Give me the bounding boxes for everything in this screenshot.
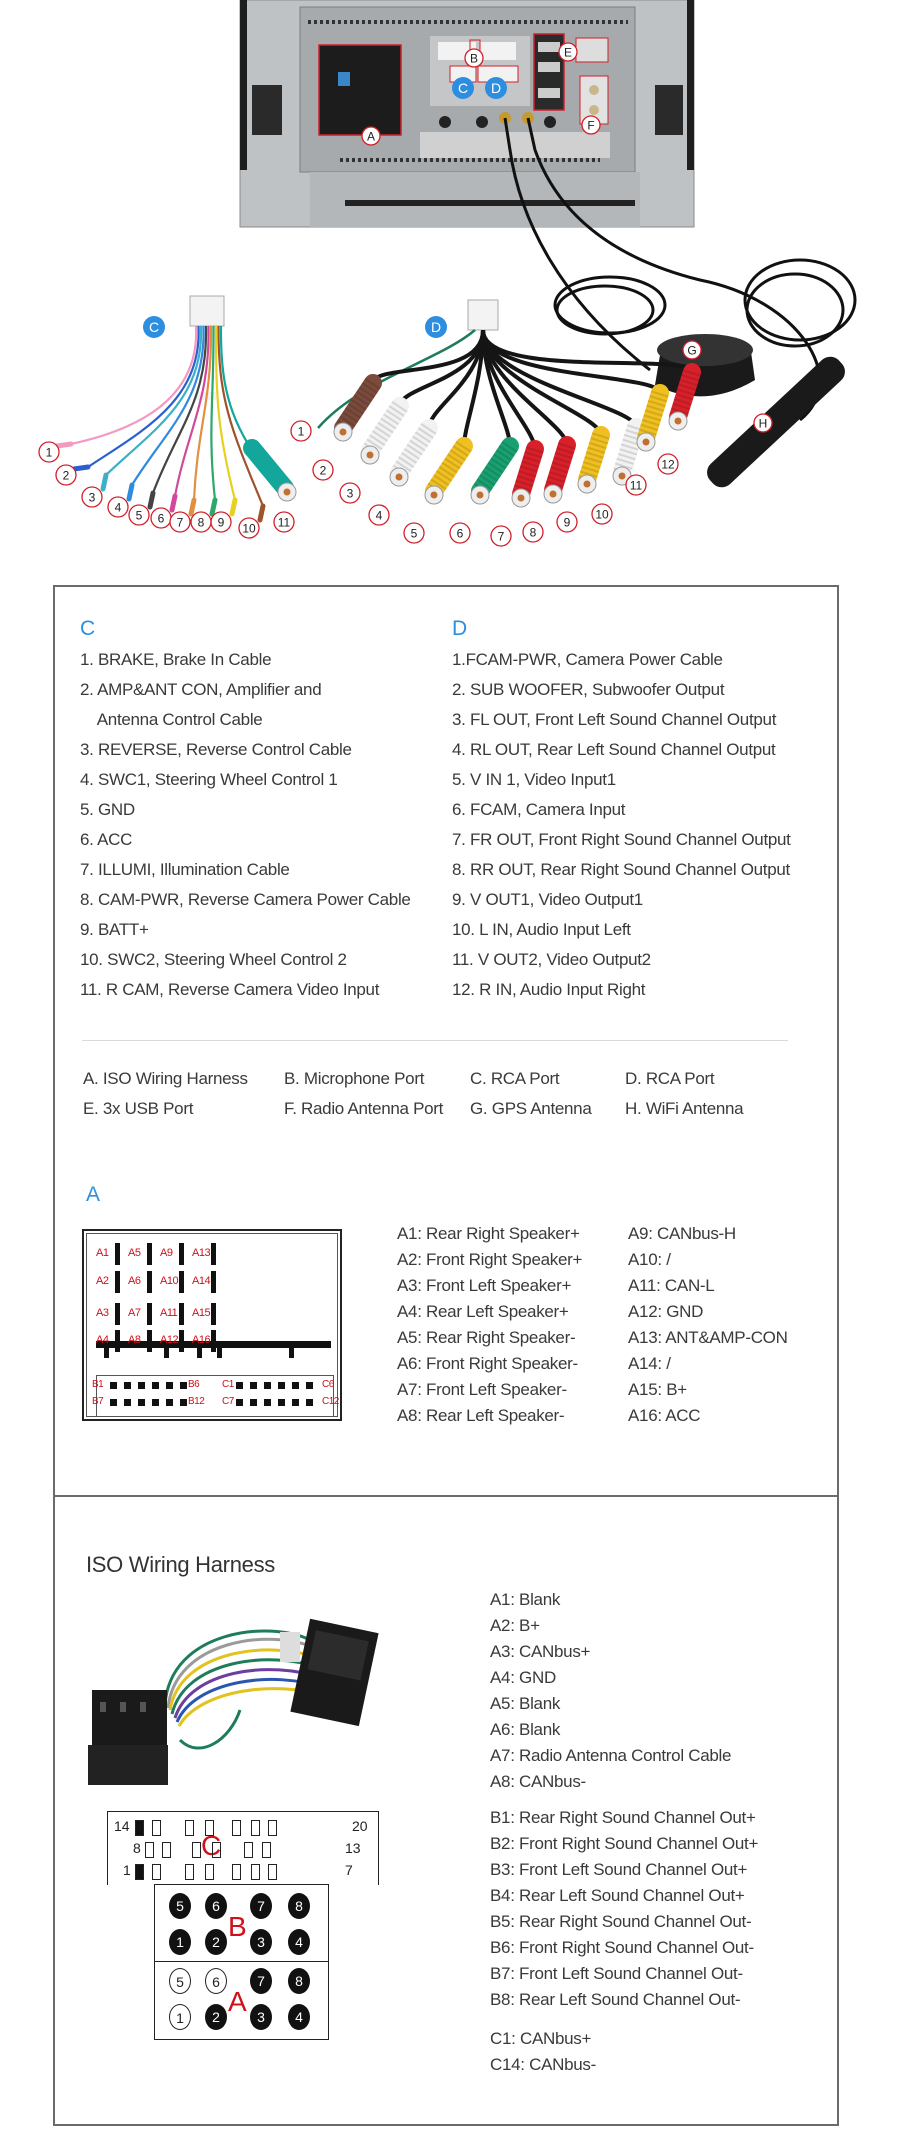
harness-d-callout xyxy=(626,475,646,495)
pin-description: A8: Rear Left Speaker- xyxy=(397,1406,565,1425)
pin-contact xyxy=(306,1382,313,1389)
c-cable-item: Antenna Control Cable xyxy=(80,710,263,729)
row-pin-label: B6 xyxy=(188,1379,200,1390)
harness-d-callout xyxy=(291,421,311,441)
pin-contact xyxy=(138,1382,145,1389)
svg-text:7: 7 xyxy=(176,515,184,530)
pin-number: 8 xyxy=(133,1840,141,1856)
pin-slot xyxy=(185,1820,194,1836)
c-cable-item: 10. SWC2, Steering Wheel Control 2 xyxy=(80,950,347,969)
pin-label: A1 xyxy=(96,1247,109,1259)
pin-contact xyxy=(115,1330,120,1352)
pin-slot xyxy=(268,1864,277,1880)
pin-description: A4: Rear Left Speaker+ xyxy=(397,1302,569,1321)
pin-slot xyxy=(232,1820,241,1836)
pin-b_block: 5 xyxy=(169,1893,191,1919)
pin-slot xyxy=(268,1820,277,1836)
pin-slot xyxy=(262,1842,271,1858)
connector-tab xyxy=(217,1346,222,1358)
pin-description: A10: / xyxy=(628,1250,671,1269)
pin-description: A9: CANbus-H xyxy=(628,1224,736,1243)
iso-harness-photo xyxy=(80,1610,420,1790)
svg-text:F: F xyxy=(587,118,595,133)
iso-pinout-heading: A xyxy=(86,1183,101,1206)
pin-contact xyxy=(115,1303,120,1325)
svg-text:2: 2 xyxy=(62,468,70,483)
harness-d-callout xyxy=(592,504,612,524)
c-cable-item: 4. SWC1, Steering Wheel Control 1 xyxy=(80,770,338,789)
pin-slot xyxy=(185,1864,194,1880)
pin-description: A11: CAN-L xyxy=(628,1276,715,1295)
pin-contact xyxy=(147,1271,152,1293)
harness-a-pin-item: A7: Radio Antenna Control Cable xyxy=(490,1746,732,1765)
port-label-f xyxy=(582,116,600,134)
c-cable-item: 5. GND xyxy=(80,800,135,819)
pin-a_block: 1 xyxy=(169,2004,191,2030)
harness-d-callout xyxy=(340,483,360,503)
pin-label: A16 xyxy=(192,1334,211,1346)
pin-contact xyxy=(124,1399,131,1406)
harness-c-callout xyxy=(129,505,149,525)
pin-slot xyxy=(251,1864,260,1880)
pin-contact xyxy=(211,1303,216,1325)
pin-a_block: 8 xyxy=(288,1968,310,1994)
pin-slot xyxy=(152,1864,161,1880)
harness-c-callout xyxy=(191,512,211,532)
d-cable-item: 1.FCAM-PWR, Camera Power Cable xyxy=(452,650,723,669)
pin-contact xyxy=(147,1330,152,1352)
svg-text:6: 6 xyxy=(157,511,165,526)
pin-contact xyxy=(138,1399,145,1406)
pin-a_block: 4 xyxy=(288,2004,310,2030)
pin-description: A6: Front Right Speaker- xyxy=(397,1354,578,1373)
svg-text:6: 6 xyxy=(456,526,464,541)
pin-a_block: 6 xyxy=(205,1968,227,1994)
svg-text:3: 3 xyxy=(346,486,354,501)
pin-contact xyxy=(147,1243,152,1265)
block-letter: A xyxy=(228,1986,247,2017)
row-pin-label: B7 xyxy=(92,1396,104,1407)
pin-description: A13: ANT&AMP-CON xyxy=(628,1328,788,1347)
d-cable-item: 10. L IN, Audio Input Left xyxy=(452,920,631,939)
pin-label: A11 xyxy=(160,1307,178,1319)
pin-contact xyxy=(236,1399,243,1406)
d-cable-item: 2. SUB WOOFER, Subwoofer Output xyxy=(452,680,725,699)
svg-text:7: 7 xyxy=(497,529,505,544)
harness-c-callout xyxy=(170,512,190,532)
svg-text:11: 11 xyxy=(277,515,291,530)
port-a-iso-socket xyxy=(319,45,401,135)
harness-b-pin-item: B6: Front Right Sound Channel Out- xyxy=(490,1938,754,1957)
harness-c-callout xyxy=(39,442,59,462)
row-pin-label: C6 xyxy=(322,1379,334,1390)
pin-contact xyxy=(264,1399,271,1406)
pin-label: A15 xyxy=(192,1307,211,1319)
c-cable-item: 3. REVERSE, Reverse Control Cable xyxy=(80,740,352,759)
c-cable-item: 6. ACC xyxy=(80,830,133,849)
svg-text:4: 4 xyxy=(375,508,383,523)
pin-contact xyxy=(179,1330,184,1352)
pin-contact xyxy=(211,1271,216,1293)
svg-text:1: 1 xyxy=(297,424,305,439)
svg-text:11: 11 xyxy=(629,478,643,493)
pin-description: A1: Rear Right Speaker+ xyxy=(397,1224,580,1243)
pin-slot xyxy=(145,1842,154,1858)
svg-text:C: C xyxy=(148,319,160,335)
pin-number: 14 xyxy=(114,1818,130,1834)
pin-contact xyxy=(124,1382,131,1389)
d-cable-item: 3. FL OUT, Front Left Sound Channel Output xyxy=(452,710,777,729)
pin-contact xyxy=(147,1303,152,1325)
pin-slot xyxy=(212,1842,221,1858)
svg-text:5: 5 xyxy=(410,526,418,541)
svg-text:G: G xyxy=(687,343,697,358)
harness-b-pin-item: B5: Rear Right Sound Channel Out- xyxy=(490,1912,752,1931)
harness-a-pin-item: A6: Blank xyxy=(490,1720,561,1739)
pin-contact xyxy=(152,1382,159,1389)
pin-contact xyxy=(110,1382,117,1389)
harness-b-pin-item: B2: Front Right Sound Channel Out+ xyxy=(490,1834,759,1853)
pin-slot xyxy=(232,1864,241,1880)
pin-number: 13 xyxy=(345,1840,361,1856)
pin-contact xyxy=(180,1382,187,1389)
pin-contact xyxy=(166,1399,173,1406)
pin-label: A7 xyxy=(128,1307,141,1319)
harness-c-callout xyxy=(82,487,102,507)
pin-contact xyxy=(179,1271,184,1293)
section-divider xyxy=(82,1040,788,1041)
pin-a_block: 5 xyxy=(169,1968,191,1994)
port-label-g xyxy=(683,341,701,359)
connector-tab xyxy=(197,1346,202,1358)
harness-title: ISO Wiring Harness xyxy=(86,1552,275,1577)
d-cable-item: 12. R IN, Audio Input Right xyxy=(452,980,646,999)
pin-b_block: 7 xyxy=(250,1893,272,1919)
pin-b_block: 8 xyxy=(288,1893,310,1919)
svg-text:D: D xyxy=(490,80,502,96)
svg-text:8: 8 xyxy=(197,515,205,530)
pin-a_block: 7 xyxy=(250,1968,272,1994)
port-label-b xyxy=(465,49,483,67)
connector-tab xyxy=(289,1346,294,1358)
harness-c-callout xyxy=(108,497,128,517)
d-cable-item: 11. V OUT2, Video Output2 xyxy=(452,950,651,969)
port-label-d xyxy=(485,77,507,99)
pin-a_block: 3 xyxy=(250,2004,272,2030)
pin-label: A9 xyxy=(160,1247,173,1259)
port-legend-item: E. 3x USB Port xyxy=(83,1099,194,1118)
port-label-c xyxy=(452,77,474,99)
pin-label: A12 xyxy=(160,1334,179,1346)
pin-description: A2: Front Right Speaker+ xyxy=(397,1250,583,1269)
pin-label: A5 xyxy=(128,1247,141,1259)
rca-c-heading: C xyxy=(80,617,96,640)
svg-text:9: 9 xyxy=(563,515,571,530)
harness-d-callout xyxy=(557,512,577,532)
svg-text:8: 8 xyxy=(529,525,537,540)
harness-c-callout xyxy=(274,512,294,532)
port-legend-item: B. Microphone Port xyxy=(284,1069,425,1088)
harness-b-pin-item: B1: Rear Right Sound Channel Out+ xyxy=(490,1808,756,1827)
pin-contact xyxy=(250,1382,257,1389)
pin-contact xyxy=(152,1399,159,1406)
d-cable-item: 7. FR OUT, Front Right Sound Channel Output xyxy=(452,830,791,849)
pin-label: A6 xyxy=(128,1275,141,1287)
pin-slot xyxy=(135,1864,144,1880)
iso-connector-diagram xyxy=(82,1229,342,1421)
pin-contact xyxy=(115,1271,120,1293)
pin-label: A10 xyxy=(160,1275,179,1287)
c-cable-item: 2. AMP&ANT CON, Amplifier and xyxy=(80,680,322,699)
row-pin-label: C7 xyxy=(222,1396,234,1407)
row-pin-label: B12 xyxy=(188,1396,205,1407)
harness-a-pin-item: A3: CANbus+ xyxy=(490,1642,591,1661)
harness-b-pin-item: B4: Rear Left Sound Channel Out+ xyxy=(490,1886,745,1905)
harness-d-callout xyxy=(369,505,389,525)
pin-slot xyxy=(192,1842,201,1858)
svg-text:9: 9 xyxy=(217,515,225,530)
svg-text:H: H xyxy=(758,416,768,431)
svg-text:C: C xyxy=(457,80,469,96)
pin-contact xyxy=(179,1243,184,1265)
svg-text:10: 10 xyxy=(595,507,609,522)
pin-description: A14: / xyxy=(628,1354,671,1373)
pin-slot xyxy=(135,1820,144,1836)
harness-b-pin-item: B7: Front Left Sound Channel Out- xyxy=(490,1964,743,1983)
pin-description: A5: Rear Right Speaker- xyxy=(397,1328,576,1347)
pin-number: 7 xyxy=(345,1862,353,1878)
harness-b-pin-item: B3: Front Left Sound Channel Out+ xyxy=(490,1860,748,1879)
svg-text:2: 2 xyxy=(319,463,327,478)
pin-slot xyxy=(152,1820,161,1836)
harness-a-pin-item: A1: Blank xyxy=(490,1590,561,1609)
pin-contact xyxy=(278,1399,285,1406)
pin-b_block: 2 xyxy=(205,1929,227,1955)
pin-contact xyxy=(211,1330,216,1352)
pin-slot xyxy=(244,1842,253,1858)
c-cable-item: 11. R CAM, Reverse Camera Video Input xyxy=(80,980,380,999)
pin-slot xyxy=(205,1864,214,1880)
port-label-a xyxy=(362,127,380,145)
c-cable-item: 7. ILLUMI, Illumination Cable xyxy=(80,860,290,879)
svg-text:4: 4 xyxy=(114,500,122,515)
pin-label: A13 xyxy=(192,1247,211,1259)
row-pin-label: B1 xyxy=(92,1379,104,1390)
svg-text:B: B xyxy=(469,51,479,66)
rca-d-heading: D xyxy=(452,617,468,640)
block-letter: B xyxy=(228,1911,247,1942)
harness-d-callout xyxy=(313,460,333,480)
harness-d-callout xyxy=(404,523,424,543)
port-legend-item: G. GPS Antenna xyxy=(470,1099,592,1118)
harness-b-pin-item: B8: Rear Left Sound Channel Out- xyxy=(490,1990,741,2009)
pin-contact xyxy=(166,1382,173,1389)
pin-contact xyxy=(211,1243,216,1265)
c-cable-item: 8. CAM-PWR, Reverse Camera Power Cable xyxy=(80,890,411,909)
d-cable-item: 5. V IN 1, Video Input1 xyxy=(452,770,616,789)
pin-contact xyxy=(292,1382,299,1389)
d-cable-item: 4. RL OUT, Rear Left Sound Channel Output xyxy=(452,740,776,759)
product-photo xyxy=(0,0,900,575)
pin-number: 20 xyxy=(352,1818,368,1834)
pin-label: A4 xyxy=(96,1334,109,1346)
harness-d-callout xyxy=(658,454,678,474)
harness-c-pin-item: C14: CANbus- xyxy=(490,2055,596,2074)
port-legend-item: D. RCA Port xyxy=(625,1069,715,1088)
harness-c-callout xyxy=(211,512,231,532)
pin-label: A3 xyxy=(96,1307,109,1319)
row-pin-label: C12 xyxy=(322,1396,339,1407)
connector-tab xyxy=(164,1346,169,1358)
c-cable-item: 9. BATT+ xyxy=(80,920,149,939)
d-cable-item: 6. FCAM, Camera Input xyxy=(452,800,626,819)
pin-a_block: 2 xyxy=(205,2004,227,2030)
pin-slot xyxy=(162,1842,171,1858)
harness-d-callout xyxy=(491,526,511,546)
pin-b_block: 1 xyxy=(169,1929,191,1955)
pin-label: A8 xyxy=(128,1334,141,1346)
port-legend-item: C. RCA Port xyxy=(470,1069,560,1088)
pin-description: A3: Front Left Speaker+ xyxy=(397,1276,572,1295)
port-legend-item: H. WiFi Antenna xyxy=(625,1099,744,1118)
harness-c-callout xyxy=(151,508,171,528)
harness-d-callout xyxy=(523,522,543,542)
harness-c-pin-item: C1: CANbus+ xyxy=(490,2029,592,2048)
pin-number: 1 xyxy=(123,1862,131,1878)
pin-b_block: 6 xyxy=(205,1893,227,1919)
port-legend-item: F. Radio Antenna Port xyxy=(284,1099,444,1118)
d-cable-item: 9. V OUT1, Video Output1 xyxy=(452,890,643,909)
pin-description: A15: B+ xyxy=(628,1380,687,1399)
svg-text:12: 12 xyxy=(661,457,675,472)
pin-contact xyxy=(292,1399,299,1406)
svg-text:E: E xyxy=(563,45,573,60)
pin-contact xyxy=(236,1382,243,1389)
harness-c-callout xyxy=(239,518,259,538)
pin-contact xyxy=(306,1399,313,1406)
pin-b_block: 3 xyxy=(250,1929,272,1955)
pin-description: A7: Front Left Speaker- xyxy=(397,1380,567,1399)
pin-description: A12: GND xyxy=(628,1302,704,1321)
port-label-h xyxy=(754,414,772,432)
harness-a-pin-item: A2: B+ xyxy=(490,1616,540,1635)
pin-contact xyxy=(180,1399,187,1406)
port-legend-item: A. ISO Wiring Harness xyxy=(83,1069,248,1088)
pin-contact xyxy=(110,1399,117,1406)
harness-d-badge xyxy=(425,316,447,338)
pin-slot xyxy=(205,1820,214,1836)
pin-contact xyxy=(179,1303,184,1325)
d-cable-item: 8. RR OUT, Rear Right Sound Channel Output xyxy=(452,860,790,879)
svg-text:5: 5 xyxy=(135,508,143,523)
pin-description: A16: ACC xyxy=(628,1406,701,1425)
row-pin-label: C1 xyxy=(222,1379,234,1390)
pin-label: A14 xyxy=(192,1275,211,1287)
svg-text:10: 10 xyxy=(242,521,256,536)
pin-b_block: 4 xyxy=(288,1929,310,1955)
svg-text:3: 3 xyxy=(88,490,96,505)
c-cable-item: 1. BRAKE, Brake In Cable xyxy=(80,650,272,669)
pin-contact xyxy=(264,1382,271,1389)
svg-text:1: 1 xyxy=(45,445,53,460)
svg-text:D: D xyxy=(430,319,442,335)
connector-tab xyxy=(104,1346,109,1358)
harness-c-callout xyxy=(56,465,76,485)
harness-a-pin-item: A5: Blank xyxy=(490,1694,561,1713)
harness-a-pin-item: A8: CANbus- xyxy=(490,1772,586,1791)
port-label-e xyxy=(559,43,577,61)
pin-contact xyxy=(278,1382,285,1389)
svg-text:A: A xyxy=(366,129,376,144)
harness-c-badge xyxy=(143,316,165,338)
head-unit-rear xyxy=(240,0,694,227)
pin-slot xyxy=(251,1820,260,1836)
harness-d-callout xyxy=(450,523,470,543)
pin-contact xyxy=(115,1243,120,1265)
pin-contact xyxy=(250,1399,257,1406)
pin-label: A2 xyxy=(96,1275,109,1287)
block-letter: C xyxy=(201,1830,222,1861)
harness-a-pin-item: A4: GND xyxy=(490,1668,556,1687)
